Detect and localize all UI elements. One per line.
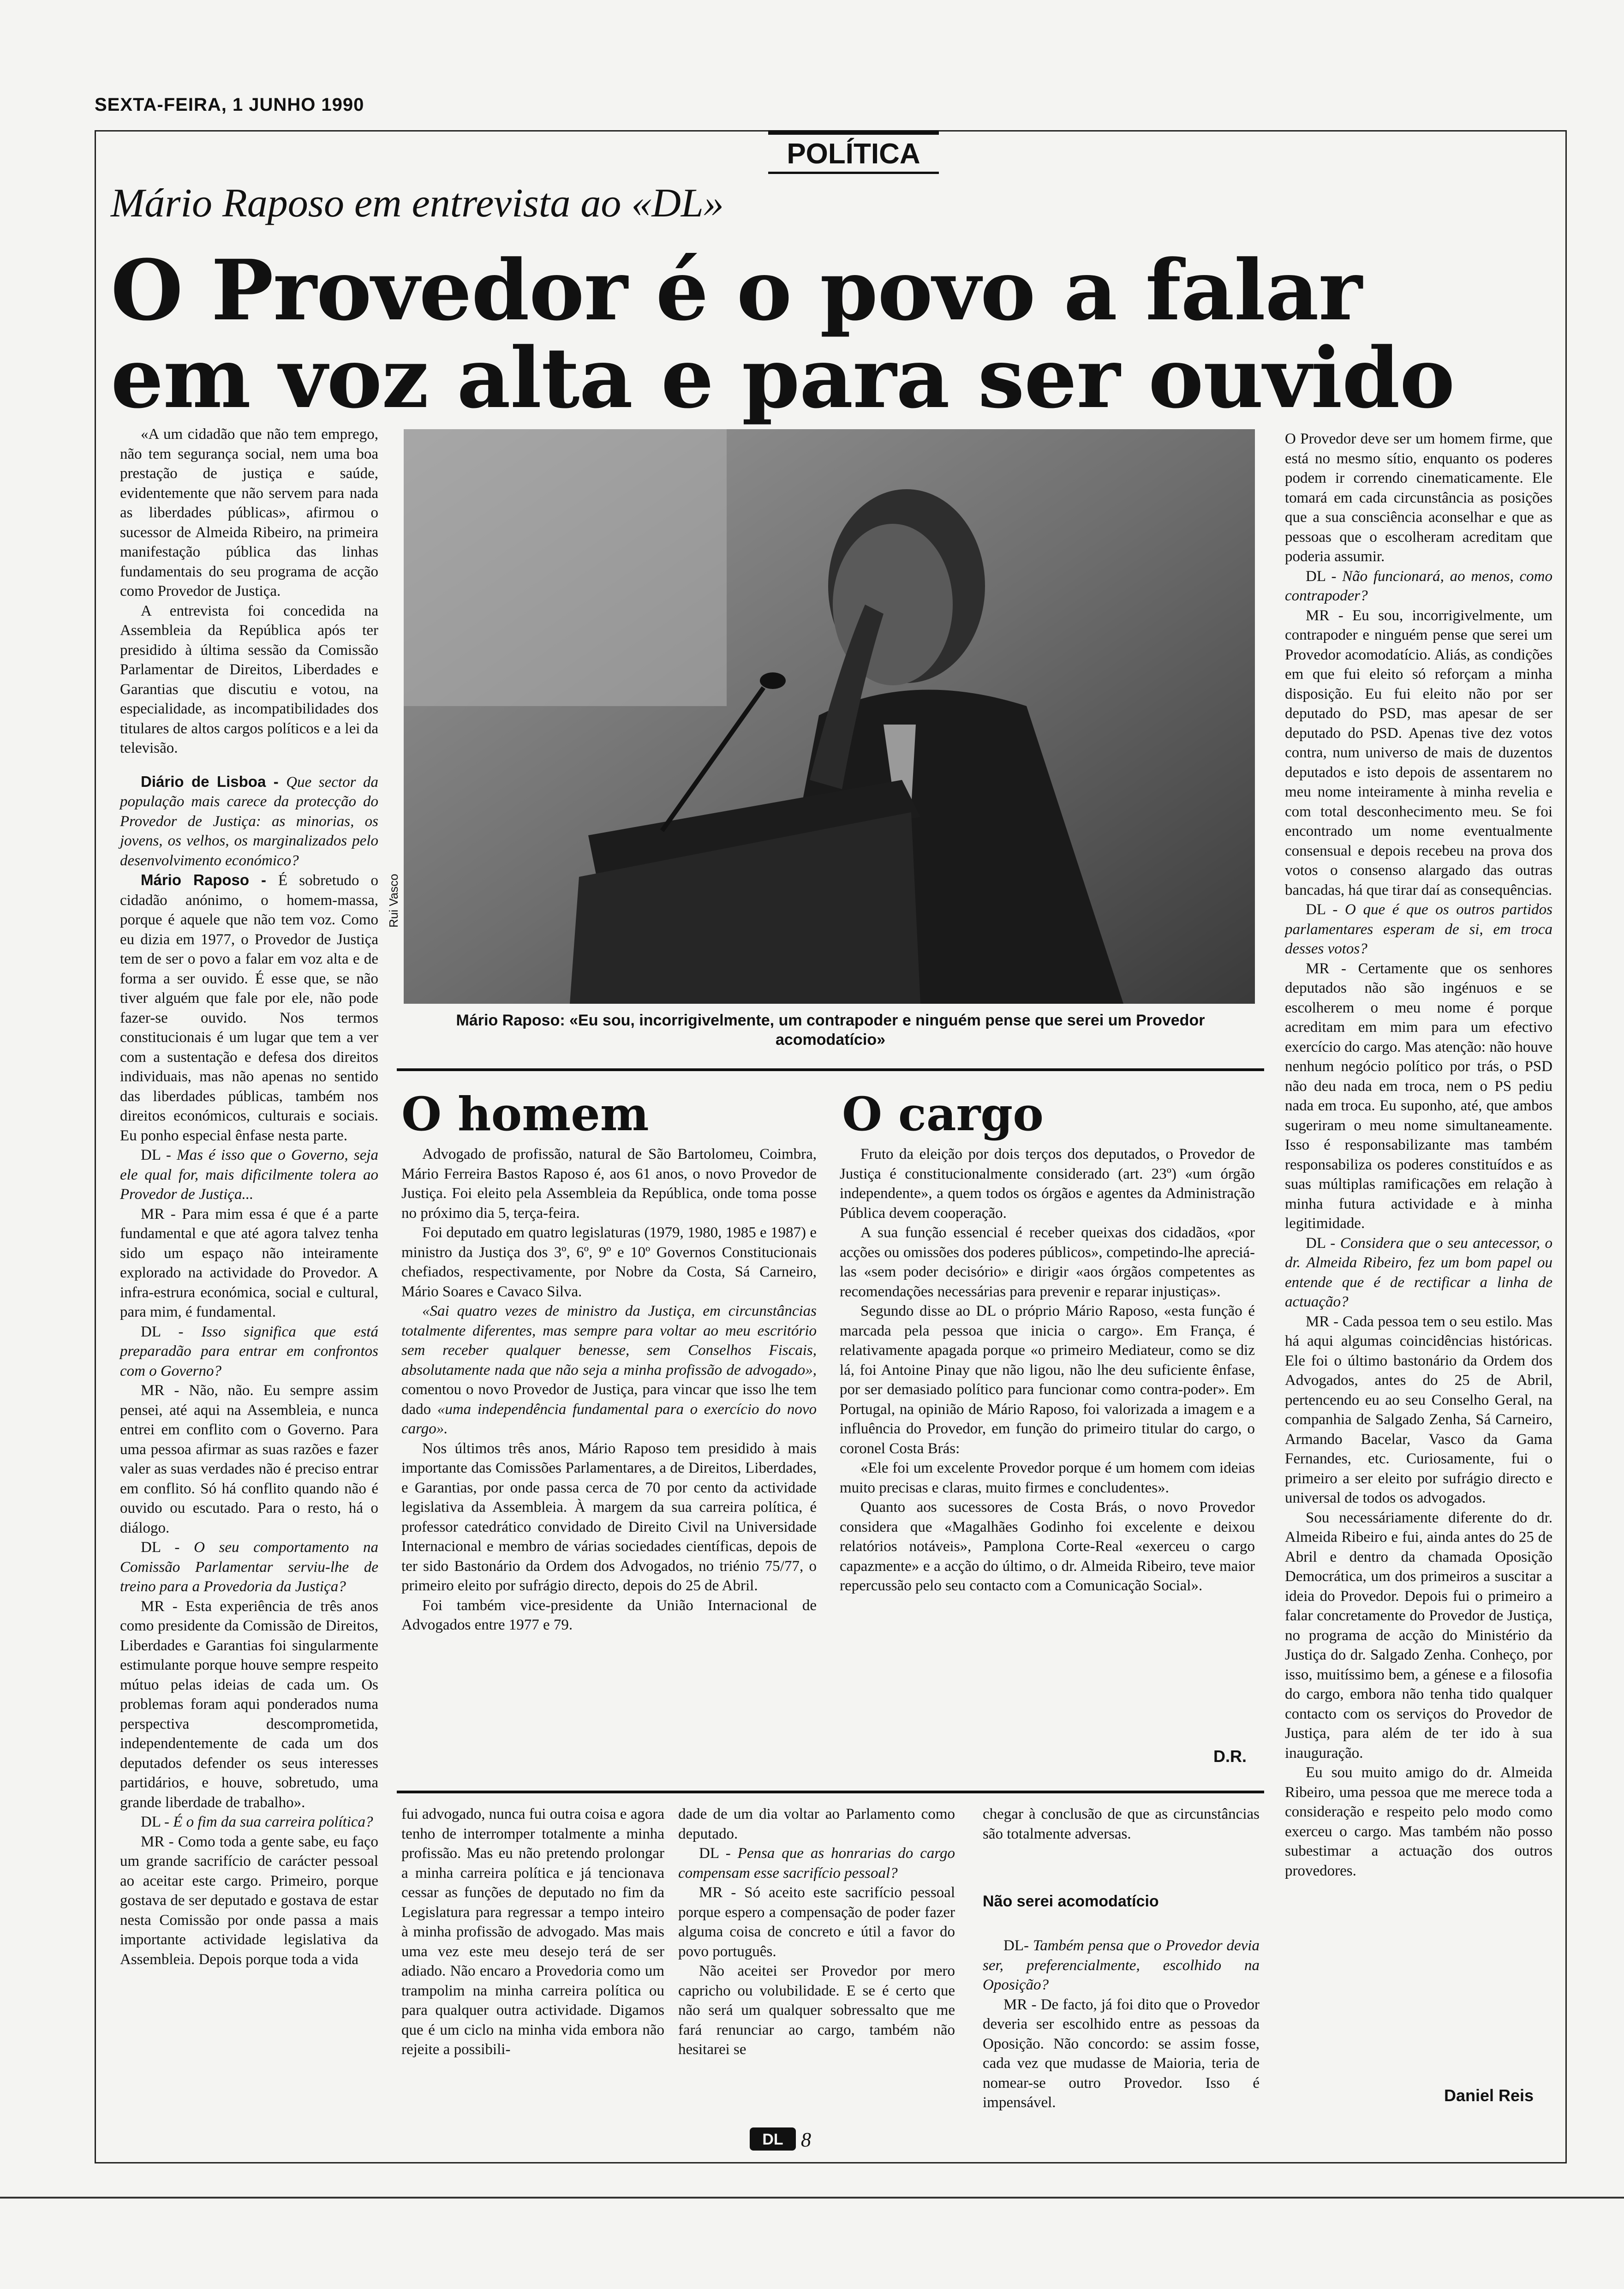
paragraph: Fruto da eleição por dois terços dos deputados, o Provedor de Justiça é constitucionalmente considerado (art. 23º) «um órgão independente», a quem todos os órgãos e agentes da Administração Pública devem cooperação. — [840, 1146, 1255, 1222]
answer: MR - Não, não. Eu sempre assim pensei, até aqui na Assembleia, e nunca entrei em conflito com o Governo. Para uma pessoa afirmar as suas razões e fazer valer as suas verdades não é preciso entrar em conflito. Só há conflito quando não é ouvido ou escutado. Para o resto, há o diálogo. — [120, 1382, 378, 1536]
column-right — [1285, 429, 1552, 1881]
column-lower-3 — [678, 1804, 955, 2060]
box-signature: D.R. — [1213, 1747, 1247, 1766]
subhead-cargo: O cargo — [842, 1087, 1044, 1141]
paragraph: Sou necessáriamente diferente do dr. Almeida Ribeiro e fui, ainda antes do 25 de Abril e dentro da chamada Oposição Democrática, um dos primeiros a suscitar a ideia do Provedor. Depois fui o primeiro a falar concretamente do Provedor de Justiça, no programa de acção do Ministério da Justiça do dr. Salgado Zenha. Conheço, por isso, muitíssimo bem, a génese e a filosofia do cargo, embora não tenha tido qualquer contacto com os serviços do Provedor de Justiça, para além de ter ido à sua inauguração. — [1285, 1509, 1552, 1762]
question: DL- Também pensa que o Provedor devia ser, preferencialmente, escolhido na Oposição? — [983, 1937, 1260, 1993]
question: DL - O que é que os outros partidos parlamentares esperam de si, em troca desses votos? — [1285, 901, 1552, 957]
answer: MR - Como toda a gente sabe, eu faço um grande sacrifício de carácter pessoal ao aceitar este cargo. Primeiro, porque gostava de ser deputado e gostava de estar nesta Comissão por onde passa a mais importante actividade legislativa da Assembleia. Depois porque toda a vida — [120, 1833, 378, 1968]
divider-rule — [397, 1791, 1264, 1793]
question: DL - Considera que o seu antecessor, o dr. Almeida Ribeiro, fez um bom papel ou entende que é de rectificar a linha de actuação? — [1285, 1234, 1552, 1310]
box-homem — [401, 1144, 817, 1635]
box-cargo — [840, 1144, 1255, 1596]
section-rule — [768, 172, 939, 174]
column-lower-4b — [983, 1936, 1260, 2113]
question: DL - Pensa que as honrarias do cargo compensam esse sacrifício pessoal? — [678, 1845, 955, 1882]
answer: MR - Certamente que os senhores deputados não são ingénuos e se escolherem o meu nome é porque acreditam em mim para um efectivo exercício do cargo. Mas atenção: não houve nenhum negócio político por trás, o PSD não deu nada em troca, nem o PS pediu nada em troca. Eu suponho, até, que ambos sugeriram o meu nome simultaneamente. Isso é responsabilizante mas também responsabiliza os poderes constituídos e as suas múltiplas ramificações em relação à minha futura actividade e à minha legitimidade. — [1285, 960, 1552, 1232]
photo-illustration — [404, 429, 1255, 1004]
paragraph: O Provedor deve ser um homem firme, que está no mesmo sítio, enquanto os poderes podem ir correndo cinematicamente. Ele tomará em cada circunstância as posições que a sua consciência aconselhar e que as pessoas que o escolheram acreditam que poderia assumir. — [1285, 431, 1552, 565]
paragraph: Segundo disse ao DL o próprio Mário Raposo, «esta função é marcada pela pessoa que inicia o cargo». Em França, é relativamente apagada porque «o primeiro Mediateur, como se diz lá, foi Antoine Pinay que não ligou, não lhe deu suficiente ênfase, por ser demasiado político para funcionar como contra-poder». Em Portugal, na opinião de Mário Raposo, foi valorizada a imagem e a influência do Provedor, em função do primeiro titular do cargo, o coronel Costa Brás: — [840, 1303, 1255, 1457]
headline-line-1: O Provedor é o povo a falar — [111, 242, 1362, 339]
paragraph: fui advogado, nunca fui outra coisa e agora tenho de interromper totalmente a minha profissão. Mas eu não pretendo prolongar a minha carreira política e já tencionava cessar as funções de deputado no fim da Legislatura para regressar a tempo inteiro à minha profissão de advogado. Mas mais uma vez este meu desejo terá de ser adiado. Não encaro a Provedoria como um trampolim na minha carreira política ou para qualquer outra actividade. Digamos que é um ciclo na minha vida embora não rejeite a possibili- — [401, 1806, 664, 2058]
paragraph: Foi também vice-presidente da União Internacional de Advogados entre 1977 e 79. — [401, 1597, 817, 1633]
question: DL - Não funcionará, ao menos, como contrapoder? — [1285, 568, 1552, 604]
paragraph: Foi deputado em quatro legislaturas (1979, 1980, 1985 e 1987) e ministro da Justiça dos 3º, 6º, 9º e 10º Governos Constitucionais chefiados, respectivamente, por Nobre da Costa, Sá Carneiro, Mário Soares e Cavaco Silva. — [401, 1224, 817, 1300]
question: DL - O seu comportamento na Comissão Parlamentar serviu-lhe de treino para a Provedoria da Justiça? — [120, 1539, 378, 1595]
answer: MR - Eu sou, incorrigivelmente, um contrapoder e ninguém pense que serei um Provedor acomodatício. Aliás, as condições em que fui eleito só reforçam a minha disposição. Eu fui eleito não por ser deputado do PSD, mas apesar de ser deputado do PSD. Apenas tive dez votos contra, num universo de mais de duzentos deputados e isto depois de assentarem no meu nome inteiramente à minha revelia e com total desconhecimento meu. Se foi encontrado um nome eventualmente consensual e depois recebeu na prova dos votos o consenso alargado das outras bancadas, há que tirar daí as consequências. — [1285, 607, 1552, 899]
intro-paragraph: «A um cidadão que não tem emprego, não tem segurança social, nem uma boa prestação de justiça e saúde, evidentemente que não servem para nada as liberdades públicas», afirmou o sucessor de Almeida Ribeiro, na primeira manifestação pública das linhas fundamentais do seu programa de acção como Provedor de Justiça. — [120, 426, 378, 599]
photo-mario-raposo — [404, 429, 1255, 1004]
answer: MR - Esta experiência de três anos como presidente da Comissão de Direitos, Liberdades e Garantias foi singularmente estimulante porque houve sempre respeito mútuo pelas ideias de cada um. Os problemas foram aqui ponderados numa perspectiva descomprometida, independentemente de cada um dos deputados defender os seus interesses partidários, e houve, sobretudo, uma grande liberdade de trabalho». — [120, 1598, 378, 1811]
photo-credit: Rui Vasco — [387, 874, 400, 928]
paragraph: Não aceitei ser Provedor por mero capricho ou volubilidade. E se é certo que não será um qualquer sobressalto que me fará renunciar ao cargo, também não hesitarei se — [678, 1963, 955, 2058]
column-lower-4 — [983, 1804, 1260, 1844]
section-bar — [768, 130, 939, 135]
section-label: POLÍTICA — [787, 138, 920, 170]
page-number-logo — [750, 2125, 819, 2153]
answer: MR - Para mim essa é que é a parte fundamental e que até agora talvez tenha sido um espaço não inteiramente explorado na actividade do Provedor. A infra-estrura económica, social e cultural, para mim, é fundamental. — [120, 1205, 378, 1320]
answer: MR - De facto, já foi dito que o Provedor deveria ser escolhido entre as pessoas da Oposição. Não concordo: se assim fosse, cada vez que mudasse de Maioria, teria de nomear-se outro Provedor. Isso é impensável. — [983, 1996, 1260, 2111]
paragraph: Advogado de profissão, natural de São Bartolomeu, Coimbra, Mário Ferreira Bastos Raposo é, aos 61 anos, o novo Provedor de Justiça. Foi eleito pela Assembleia da República, onde toma posse no próximo dia 5, terça-feira. — [401, 1146, 817, 1222]
kicker: Mário Raposo em entrevista ao «DL» — [111, 181, 724, 226]
paragraph: A sua função essencial é receber queixas dos cidadãos, «por acções ou omissões dos poderes públicos», competindo-lhe apreciá-las «sem poder decisório» e dirigir «aos órgãos competentes as recomendações necessárias para prevenir e reparar injustiças». — [840, 1224, 1255, 1300]
paragraph: «Ele foi um excelente Provedor porque é um homem com ideias muito precisas e claras, muito firmes e concludentes». — [840, 1460, 1255, 1496]
headline-line-2: em voz alta e para ser ouvido — [111, 330, 1455, 427]
question: DL - Isso significa que está preparadão para entrar em confrontos com o Governo? — [120, 1323, 378, 1379]
svg-text:DL: DL — [762, 2131, 783, 2148]
page-bottom-rule — [0, 2197, 1624, 2199]
column-1 — [120, 425, 378, 1969]
answer: MR - Só aceito este sacrifício pessoal porque espero a compensação de poder fazer alguma coisa de concreto e útil a favor do povo português. — [678, 1884, 955, 1960]
subhead-homem: O homem — [401, 1087, 649, 1141]
photo-caption: Mário Raposo: «Eu sou, incorrigivelmente, um contrapoder e ninguém pense que serei um Provedor acomodatício» — [456, 1012, 1205, 1049]
question: DL - Mas é isso que o Governo, seja ele qual for, mais dificilmente tolera ao Provedor de Justiça... — [120, 1147, 378, 1203]
paragraph: «Sai quatro vezes de ministro da Justiça, em circunstâncias totalmente diferentes, mas sempre para voltar ao meu escritório sem receber qualquer benesse, sem Conselhos Fiscais, absolutamente nada que não seja a minha profissão de advogado», comentou o novo Provedor de Justiça, para vincar que isso lhe tem dado «uma independência fundamental para o exercício do novo cargo». — [401, 1303, 817, 1437]
answer: Mário Raposo - É sobretudo o cidadão anónimo, o homem-massa, porque é aquele que não tem voz. Como eu dizia em 1977, o Provedor de Justiça tem de ser o povo a falar em voz alta e de forma a ser ouvido. É esse que, se não tiver alguém que fale por ele, não pode fazer-se ouvido. Nos termos constitucionais é um lugar que tem a ver com a sustentação e defesa dos direitos individuais, mas não apenas no sentido das liberdades públicas, também nos direitos económicos, culturais e sociais. Eu ponho especial ênfase nesta parte. — [120, 871, 378, 1144]
paragraph: Eu sou muito amigo do dr. Almeida Ribeiro, uma pessoa que me merece toda a consideração e respeito pelo modo como exerceu o cargo. Mas também não posso subestimar a actuação dos outros provedores. — [1285, 1764, 1552, 1879]
divider-rule — [397, 1068, 1264, 1071]
paragraph: dade de um dia voltar ao Parlamento como deputado. — [678, 1806, 955, 1842]
subhead-nao-serei: Não serei acomodatício — [983, 1893, 1159, 1910]
paragraph: Quanto aos sucessores de Costa Brás, o novo Provedor considera que «Magalhães Godinho foi excelente e deixou relatórios notáveis», Pamplona Corte-Real «exerceu o cargo capazmente» e a acção do último, o dr. Almeida Ribeiro, teve maior repercussão pelo seu contacto com a Comunicação Social». — [840, 1499, 1255, 1594]
paragraph: Nos últimos três anos, Mário Raposo tem presidido à mais importante das Comissões Parlamentares, a de Direitos, Liberdades, e Garantias, por onde passa cerca de 70 por cento da actividade legislativa da Assembleia. À margem da sua carreira política, é professor catedrático convidado de Direito Civil na Universidade Internacional e membro de várias sociedades científicas, depois de ter sido Bastonário da Ordem dos Advogados, no triénio 75/77, o primeiro eleito por sufrágio directo, depois do 25 de Abril. — [401, 1440, 817, 1594]
intro-paragraph: A entrevista foi concedida na Assembleia da República após ter presidido à última sessão da Comissão Parlamentar de Direitos, Liberdades e Garantias que discutiu e votou, na especialidade, as incompatibilidades dos titulares de altos cargos políticos e a lei da televisão. — [120, 602, 378, 756]
question: DL - É o fim da sua carreira política? — [141, 1814, 373, 1830]
paragraph: chegar à conclusão de que as circunstâncias são totalmente adversas. — [983, 1806, 1260, 1842]
svg-text:8: 8 — [801, 2128, 811, 2151]
author-signature: Daniel Reis — [1444, 2086, 1534, 2105]
question: Diário de Lisboa - Que sector da população mais carece da protecção do Provedor de Justiça: as minorias, os jovens, os velhos, os marginalizados pelo desenvolvimento económico? — [120, 773, 378, 869]
dateline: SEXTA-FEIRA, 1 JUNHO 1990 — [95, 95, 364, 115]
answer: MR - Cada pessoa tem o seu estilo. Mas há aqui algumas coincidências históricas. Ele foi o último bastonário da Ordem dos Advogados, antes do 25 de Abril, pertencendo eu ao seu Conselho Geral, na companhia de Salgado Zenha, Sá Carneiro, Armando Bacelar, Vasco da Gama Fernandes, etc. Curiosamente, fui o primeiro a ser eleito por sufrágio directo e universal de todos os advogados. — [1285, 1313, 1552, 1506]
column-lower-2 — [401, 1804, 664, 2060]
